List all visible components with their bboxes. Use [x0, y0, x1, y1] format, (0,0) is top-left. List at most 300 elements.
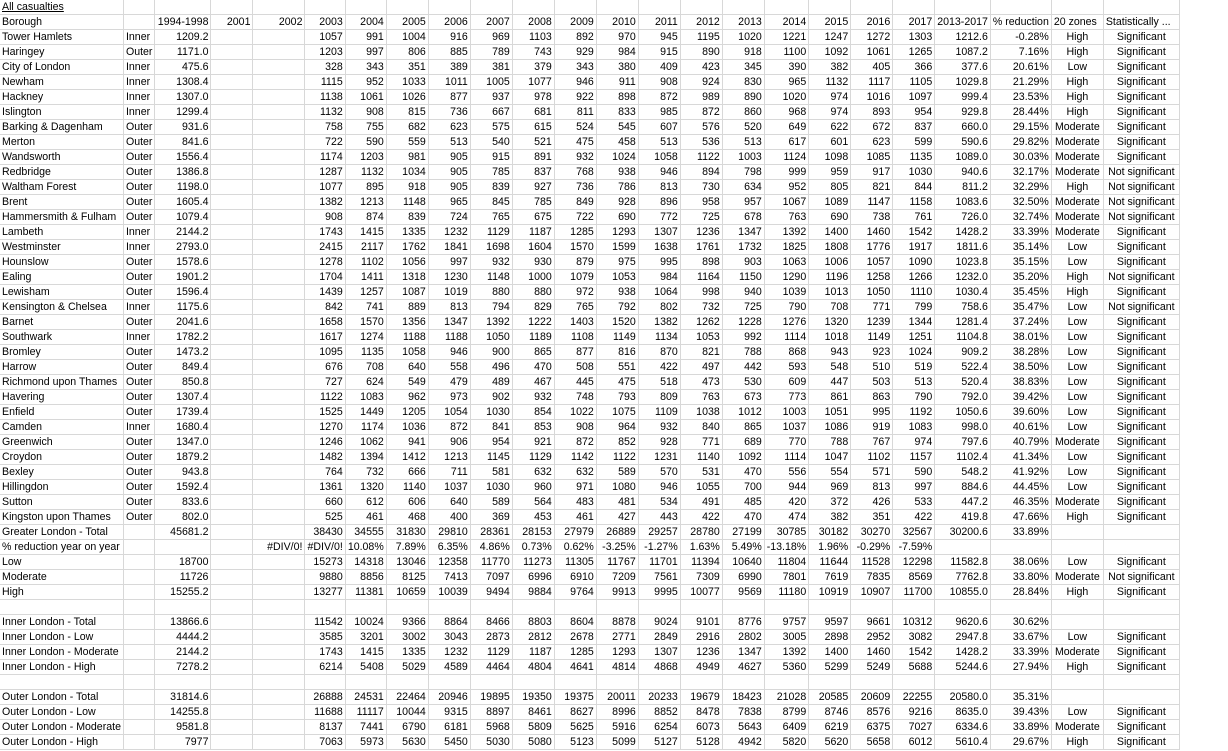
cell-col-22[interactable]: Moderate	[1051, 570, 1103, 585]
cell-col-9[interactable]: 932	[470, 255, 512, 270]
cell-col-20[interactable]	[935, 600, 991, 615]
cell-borough[interactable]: Inner London - Total	[0, 615, 123, 630]
cell-col-2[interactable]: 802.0	[155, 510, 211, 525]
cell-col-15[interactable]: 798	[722, 165, 764, 180]
cell-col-17[interactable]: 7619	[809, 570, 851, 585]
cell-col-5[interactable]: 1203	[305, 45, 345, 60]
column-header[interactable]: 2010	[596, 15, 638, 30]
cell-col-12[interactable]	[596, 600, 638, 615]
cell-col-2[interactable]: 931.6	[155, 120, 211, 135]
cell-col-4[interactable]	[253, 420, 305, 435]
cell-col-9[interactable]: 1392	[470, 315, 512, 330]
cell-col-19[interactable]: -7.59%	[893, 540, 935, 555]
cell-col-19[interactable]: 954	[893, 105, 935, 120]
cell-col-8[interactable]: 1037	[428, 480, 470, 495]
cell-col-15[interactable]: 918	[722, 45, 764, 60]
cell-col-2[interactable]: 1556.4	[155, 150, 211, 165]
cell-area[interactable]: Outer	[123, 450, 155, 465]
cell-col-23[interactable]: Not significant	[1103, 570, 1179, 585]
cell-col-2[interactable]: 1592.4	[155, 480, 211, 495]
cell-col-3[interactable]	[211, 390, 253, 405]
cell-col-5[interactable]: 8137	[305, 720, 345, 735]
cell-area[interactable]: Outer	[123, 495, 155, 510]
cell-col-22[interactable]: Low	[1051, 450, 1103, 465]
cell-col-23[interactable]: Significant	[1103, 705, 1179, 720]
cell-col-19[interactable]: 1024	[893, 345, 935, 360]
cell-col-14[interactable]: 725	[680, 210, 722, 225]
cell-col-23[interactable]	[1103, 615, 1179, 630]
cell-borough[interactable]: Brent	[0, 195, 123, 210]
cell-col-21[interactable]: 35.47%	[990, 300, 1051, 315]
cell-col-18[interactable]: 1050	[851, 285, 893, 300]
cell-col-14[interactable]	[680, 600, 722, 615]
cell-col-11[interactable]: 4641	[554, 660, 596, 675]
cell-col-19[interactable]: 1110	[893, 285, 935, 300]
cell-col-10[interactable]: 564	[512, 495, 554, 510]
cell-col-4[interactable]	[253, 255, 305, 270]
cell-col-16[interactable]: 1124	[764, 150, 808, 165]
cell-col-7[interactable]: 640	[386, 360, 428, 375]
cell-col-21[interactable]: 32.29%	[990, 180, 1051, 195]
cell-col-5[interactable]: 1057	[305, 30, 345, 45]
cell-col-7[interactable]: 10659	[386, 585, 428, 600]
cell-col-17[interactable]: 708	[809, 300, 851, 315]
cell-col-20[interactable]: 940.6	[935, 165, 991, 180]
cell-col-6[interactable]: 874	[345, 210, 386, 225]
cell-col-13[interactable]: 984	[638, 270, 680, 285]
cell-borough[interactable]: Outer London - High	[0, 735, 123, 750]
cell-area[interactable]: Inner	[123, 300, 155, 315]
cell-col-13[interactable]: 995	[638, 255, 680, 270]
cell-col-18[interactable]: 571	[851, 465, 893, 480]
cell-col-7[interactable]	[386, 675, 428, 690]
cell-col-6[interactable]: 612	[345, 495, 386, 510]
cell-col-2[interactable]: 1307.0	[155, 90, 211, 105]
cell-col-21[interactable]: 30.62%	[990, 615, 1051, 630]
cell-col-9[interactable]: 5968	[470, 720, 512, 735]
cell-col-8[interactable]: 1230	[428, 270, 470, 285]
cell-col-23[interactable]: Significant	[1103, 45, 1179, 60]
cell-col-17[interactable]	[809, 675, 851, 690]
cell-col-14[interactable]: 1038	[680, 405, 722, 420]
cell-col-10[interactable]: 743	[512, 45, 554, 60]
cell-col-22[interactable]: High	[1051, 585, 1103, 600]
cell-col-15[interactable]: 470	[722, 465, 764, 480]
cell-col-2[interactable]: 1605.4	[155, 195, 211, 210]
cell-col-5[interactable]: 1270	[305, 420, 345, 435]
cell-col-13[interactable]: 1231	[638, 450, 680, 465]
cell-col-15[interactable]: 865	[722, 420, 764, 435]
cell-col-13[interactable]: 8852	[638, 705, 680, 720]
cell-col-12[interactable]: -3.25%	[596, 540, 638, 555]
cell-col-22[interactable]: Moderate	[1051, 120, 1103, 135]
cell-col-18[interactable]: 405	[851, 60, 893, 75]
cell-col-3[interactable]	[211, 645, 253, 660]
cell-col-4[interactable]	[253, 615, 305, 630]
cell-col-6[interactable]: 34555	[345, 525, 386, 540]
column-header[interactable]: 20 zones	[1051, 15, 1103, 30]
cell-col-4[interactable]	[253, 630, 305, 645]
cell-col-20[interactable]: 884.6	[935, 480, 991, 495]
cell-col-15[interactable]: 470	[722, 510, 764, 525]
cell-col-21[interactable]: 35.31%	[990, 690, 1051, 705]
cell-col-16[interactable]: 1037	[764, 420, 808, 435]
cell-col-23[interactable]: Significant	[1103, 585, 1179, 600]
cell-col-4[interactable]	[253, 240, 305, 255]
cell-col-20[interactable]: 5244.6	[935, 660, 991, 675]
cell-col-18[interactable]: 995	[851, 405, 893, 420]
cell-col-4[interactable]	[253, 555, 305, 570]
cell-col-3[interactable]	[211, 465, 253, 480]
cell-col-10[interactable]: 978	[512, 90, 554, 105]
cell-area[interactable]: Outer	[123, 255, 155, 270]
cell-col-12[interactable]: 458	[596, 135, 638, 150]
column-header[interactable]: 2013	[722, 15, 764, 30]
cell-col-12[interactable]: 852	[596, 435, 638, 450]
cell-col-17[interactable]: 1196	[809, 270, 851, 285]
cell-col-4[interactable]	[253, 690, 305, 705]
cell-col-11[interactable]: 0.62%	[554, 540, 596, 555]
cell-col-2[interactable]: 475.6	[155, 60, 211, 75]
cell-col-23[interactable]: Significant	[1103, 510, 1179, 525]
cell-col-5[interactable]: 1482	[305, 450, 345, 465]
cell-col-3[interactable]	[211, 690, 253, 705]
cell-col-5[interactable]: 1439	[305, 285, 345, 300]
cell-col-17[interactable]: 9597	[809, 615, 851, 630]
cell-col-10[interactable]: 5080	[512, 735, 554, 750]
cell-col-19[interactable]: 590	[893, 465, 935, 480]
cell-col-7[interactable]: 1188	[386, 330, 428, 345]
cell-col-19[interactable]	[893, 675, 935, 690]
cell-col-11[interactable]: 929	[554, 45, 596, 60]
cell-col-18[interactable]: 821	[851, 180, 893, 195]
cell-col-2[interactable]: 2041.6	[155, 315, 211, 330]
cell-area[interactable]	[123, 705, 155, 720]
cell-col-9[interactable]: 789	[470, 45, 512, 60]
cell-col-15[interactable]: 1732	[722, 240, 764, 255]
cell-col-8[interactable]: 12358	[428, 555, 470, 570]
cell-col-23[interactable]: Not significant	[1103, 270, 1179, 285]
cell-col-21[interactable]: 38.83%	[990, 375, 1051, 390]
cell-col-2[interactable]: 1307.4	[155, 390, 211, 405]
cell-col-4[interactable]	[253, 105, 305, 120]
cell-col-8[interactable]: 623	[428, 120, 470, 135]
cell-col-12[interactable]: 2771	[596, 630, 638, 645]
cell-col-23[interactable]: Significant	[1103, 120, 1179, 135]
cell-col-9[interactable]: 785	[470, 165, 512, 180]
cell-col-20[interactable]: 1281.4	[935, 315, 991, 330]
cell-col-2[interactable]: 2793.0	[155, 240, 211, 255]
cell-col-11[interactable]: 736	[554, 180, 596, 195]
cell-col-7[interactable]	[386, 600, 428, 615]
cell-col-6[interactable]: 708	[345, 360, 386, 375]
cell-col-5[interactable]: 9880	[305, 570, 345, 585]
cell-col-7[interactable]: 10044	[386, 705, 428, 720]
cell-col-7[interactable]: 1058	[386, 345, 428, 360]
cell-col-5[interactable]: 758	[305, 120, 345, 135]
cell-col-3[interactable]	[211, 720, 253, 735]
cell-area[interactable]: Inner	[123, 90, 155, 105]
cell-col-6[interactable]: 1570	[345, 315, 386, 330]
cell-col-16[interactable]: 6409	[764, 720, 808, 735]
cell-col-16[interactable]: 868	[764, 345, 808, 360]
cell-col-4[interactable]	[253, 360, 305, 375]
cell-col-3[interactable]	[211, 585, 253, 600]
cell-col-15[interactable]: 1228	[722, 315, 764, 330]
cell-col-12[interactable]: 380	[596, 60, 638, 75]
cell-col-8[interactable]: 1213	[428, 450, 470, 465]
cell-col-17[interactable]: 1132	[809, 75, 851, 90]
cell-borough[interactable]: Hammersmith & Fulham	[0, 210, 123, 225]
cell-col-11[interactable]: 1142	[554, 450, 596, 465]
cell-col-3[interactable]	[211, 705, 253, 720]
cell-col-7[interactable]: 1056	[386, 255, 428, 270]
cell-col-12[interactable]: 970	[596, 30, 638, 45]
cell-col-7[interactable]: 1335	[386, 225, 428, 240]
cell-col-13[interactable]: 809	[638, 390, 680, 405]
cell-col-18[interactable]: 5249	[851, 660, 893, 675]
cell-col-5[interactable]: 1617	[305, 330, 345, 345]
cell-col-2[interactable]: 1739.4	[155, 405, 211, 420]
cell-col-5[interactable]: 1095	[305, 345, 345, 360]
cell-col-15[interactable]: 700	[722, 480, 764, 495]
cell-col-7[interactable]: 468	[386, 510, 428, 525]
cell-col-2[interactable]: 1901.2	[155, 270, 211, 285]
cell-col-10[interactable]: 927	[512, 180, 554, 195]
cell-col-7[interactable]: 941	[386, 435, 428, 450]
cell-col-20[interactable]: 1083.6	[935, 195, 991, 210]
cell-col-4[interactable]	[253, 480, 305, 495]
cell-col-7[interactable]: 5630	[386, 735, 428, 750]
cell-col-6[interactable]	[345, 675, 386, 690]
cell-col-14[interactable]: 771	[680, 435, 722, 450]
cell-col-9[interactable]: 902	[470, 390, 512, 405]
cell-col-12[interactable]: 9913	[596, 585, 638, 600]
cell-col-9[interactable]: 1129	[470, 645, 512, 660]
cell-col-22[interactable]: Low	[1051, 465, 1103, 480]
cell-borough[interactable]	[0, 600, 123, 615]
cell-col-11[interactable]: 11305	[554, 555, 596, 570]
cell-col-2[interactable]: 850.8	[155, 375, 211, 390]
cell-col-15[interactable]: 689	[722, 435, 764, 450]
cell-col-20[interactable]: 811.2	[935, 180, 991, 195]
cell-col-6[interactable]: 1061	[345, 90, 386, 105]
cell-col-11[interactable]: 811	[554, 105, 596, 120]
cell-col-14[interactable]: 6073	[680, 720, 722, 735]
cell-borough[interactable]: Westminster	[0, 240, 123, 255]
cell-col-18[interactable]: 5658	[851, 735, 893, 750]
cell-col-7[interactable]: 9366	[386, 615, 428, 630]
cell-col-21[interactable]: 29.67%	[990, 735, 1051, 750]
cell-col-17[interactable]: 5299	[809, 660, 851, 675]
cell-col-3[interactable]	[211, 405, 253, 420]
cell-col-12[interactable]: 911	[596, 75, 638, 90]
cell-borough[interactable]: Greenwich	[0, 435, 123, 450]
cell-col-2[interactable]: 7278.2	[155, 660, 211, 675]
cell-borough[interactable]: Southwark	[0, 330, 123, 345]
cell-col-20[interactable]: 522.4	[935, 360, 991, 375]
cell-area[interactable]	[123, 525, 155, 540]
cell-col-7[interactable]: 351	[386, 60, 428, 75]
cell-col-22[interactable]: High	[1051, 735, 1103, 750]
cell-col-14[interactable]: 8478	[680, 705, 722, 720]
cell-col-11[interactable]	[554, 675, 596, 690]
cell-area[interactable]: Outer	[123, 195, 155, 210]
cell-col-9[interactable]: 841	[470, 420, 512, 435]
cell-col-12[interactable]: 1599	[596, 240, 638, 255]
cell-col-6[interactable]: 1083	[345, 390, 386, 405]
cell-col-15[interactable]: 345	[722, 60, 764, 75]
cell-col-2[interactable]: 1596.4	[155, 285, 211, 300]
cell-col-14[interactable]: 989	[680, 90, 722, 105]
cell-col-4[interactable]	[253, 345, 305, 360]
cell-col-10[interactable]: 632	[512, 465, 554, 480]
cell-col-16[interactable]: 1020	[764, 90, 808, 105]
cell-col-17[interactable]: 1006	[809, 255, 851, 270]
cell-col-19[interactable]: 799	[893, 300, 935, 315]
cell-col-13[interactable]: 1307	[638, 225, 680, 240]
cell-col-9[interactable]: 9494	[470, 585, 512, 600]
cell-col-7[interactable]: 5029	[386, 660, 428, 675]
cell-col-20[interactable]: 1023.8	[935, 255, 991, 270]
cell-col-13[interactable]: 896	[638, 195, 680, 210]
cell-borough[interactable]: Merton	[0, 135, 123, 150]
cell-col-15[interactable]: 1092	[722, 450, 764, 465]
cell-col-16[interactable]: 556	[764, 465, 808, 480]
cell-area[interactable]: Outer	[123, 135, 155, 150]
cell-col-9[interactable]: 1129	[470, 225, 512, 240]
cell-col-18[interactable]: 1258	[851, 270, 893, 285]
cell-col-6[interactable]: 1394	[345, 450, 386, 465]
cell-col-17[interactable]: 2898	[809, 630, 851, 645]
cell-col-13[interactable]: 946	[638, 480, 680, 495]
cell-col-9[interactable]: 1145	[470, 450, 512, 465]
cell-col-13[interactable]: 11701	[638, 555, 680, 570]
column-header[interactable]: Statistically ...	[1103, 15, 1179, 30]
cell-borough[interactable]: % reduction year on year	[0, 540, 123, 555]
cell-area[interactable]: Inner	[123, 75, 155, 90]
cell-col-19[interactable]: 837	[893, 120, 935, 135]
cell-col-13[interactable]: 20233	[638, 690, 680, 705]
cell-col-11[interactable]: 8604	[554, 615, 596, 630]
cell-borough[interactable]: Tower Hamlets	[0, 30, 123, 45]
cell-col-19[interactable]: 1542	[893, 225, 935, 240]
cell-col-16[interactable]: 773	[764, 390, 808, 405]
cell-col-11[interactable]: 2678	[554, 630, 596, 645]
cell-col-20[interactable]: 590.6	[935, 135, 991, 150]
cell-col-12[interactable]: 928	[596, 195, 638, 210]
cell-col-16[interactable]: 11804	[764, 555, 808, 570]
cell-col-17[interactable]: 805	[809, 180, 851, 195]
cell-col-12[interactable]: 975	[596, 255, 638, 270]
cell-col-10[interactable]: 880	[512, 285, 554, 300]
cell-col-12[interactable]: 690	[596, 210, 638, 225]
cell-col-11[interactable]: 748	[554, 390, 596, 405]
cell-col-8[interactable]: 558	[428, 360, 470, 375]
cell-col-15[interactable]: 860	[722, 105, 764, 120]
cell-col-19[interactable]: 1097	[893, 90, 935, 105]
cell-col-10[interactable]: 921	[512, 435, 554, 450]
cell-col-15[interactable]: 678	[722, 210, 764, 225]
cell-col-14[interactable]: 19679	[680, 690, 722, 705]
cell-col-19[interactable]: 5688	[893, 660, 935, 675]
cell-col-3[interactable]	[211, 330, 253, 345]
cell-col-5[interactable]: 3585	[305, 630, 345, 645]
cell-col-10[interactable]: 1604	[512, 240, 554, 255]
cell-col-20[interactable]: 998.0	[935, 420, 991, 435]
cell-col-23[interactable]: Significant	[1103, 435, 1179, 450]
cell-col-17[interactable]: 372	[809, 495, 851, 510]
cell-borough[interactable]: Hackney	[0, 90, 123, 105]
cell-col-16[interactable]: 1067	[764, 195, 808, 210]
cell-col-6[interactable]: 3201	[345, 630, 386, 645]
cell-col-18[interactable]: 8576	[851, 705, 893, 720]
cell-col-20[interactable]: 1232.0	[935, 270, 991, 285]
cell-col-6[interactable]: 1274	[345, 330, 386, 345]
cell-col-15[interactable]: 6990	[722, 570, 764, 585]
cell-col-12[interactable]: 786	[596, 180, 638, 195]
cell-col-11[interactable]: 343	[554, 60, 596, 75]
cell-col-11[interactable]: 946	[554, 75, 596, 90]
cell-col-7[interactable]: 8125	[386, 570, 428, 585]
cell-col-11[interactable]: 1403	[554, 315, 596, 330]
cell-col-8[interactable]: 885	[428, 45, 470, 60]
cell-col-20[interactable]: 726.0	[935, 210, 991, 225]
cell-col-9[interactable]: 1148	[470, 270, 512, 285]
cell-borough[interactable]: Camden	[0, 420, 123, 435]
cell-col-6[interactable]: 1135	[345, 345, 386, 360]
cell-borough[interactable]: Barking & Dagenham	[0, 120, 123, 135]
cell-col-7[interactable]: 6790	[386, 720, 428, 735]
cell-col-22[interactable]: High	[1051, 660, 1103, 675]
cell-col-3[interactable]	[211, 495, 253, 510]
cell-col-14[interactable]: 1761	[680, 240, 722, 255]
cell-col-10[interactable]: 470	[512, 360, 554, 375]
cell-area[interactable]: Outer	[123, 45, 155, 60]
cell-col-12[interactable]: 5099	[596, 735, 638, 750]
cell-col-4[interactable]	[253, 225, 305, 240]
cell-col-21[interactable]: 23.53%	[990, 90, 1051, 105]
cell-col-11[interactable]: 1285	[554, 645, 596, 660]
cell-col-10[interactable]: 379	[512, 60, 554, 75]
cell-col-22[interactable]: Low	[1051, 345, 1103, 360]
cell-area[interactable]: Inner	[123, 420, 155, 435]
cell-col-22[interactable]	[1051, 600, 1103, 615]
cell-borough[interactable]: Haringey	[0, 45, 123, 60]
cell-col-20[interactable]: 1102.4	[935, 450, 991, 465]
cell-col-11[interactable]: 27979	[554, 525, 596, 540]
cell-col-11[interactable]: 971	[554, 480, 596, 495]
cell-col-14[interactable]: 491	[680, 495, 722, 510]
cell-col-12[interactable]: 938	[596, 285, 638, 300]
cell-col-2[interactable]: 13866.6	[155, 615, 211, 630]
cell-col-13[interactable]: 6254	[638, 720, 680, 735]
cell-col-6[interactable]: 1174	[345, 420, 386, 435]
cell-col-10[interactable]	[512, 600, 554, 615]
cell-col-15[interactable]: 788	[722, 345, 764, 360]
cell-col-18[interactable]: 11528	[851, 555, 893, 570]
cell-col-23[interactable]: Significant	[1103, 630, 1179, 645]
cell-col-3[interactable]	[211, 675, 253, 690]
cell-col-4[interactable]	[253, 510, 305, 525]
cell-col-5[interactable]: #DIV/0!	[305, 540, 345, 555]
cell-col-4[interactable]	[253, 165, 305, 180]
cell-col-16[interactable]: 7801	[764, 570, 808, 585]
cell-col-17[interactable]: 1013	[809, 285, 851, 300]
cell-col-16[interactable]: 790	[764, 300, 808, 315]
cell-col-14[interactable]: 732	[680, 300, 722, 315]
cell-col-14[interactable]: 1055	[680, 480, 722, 495]
